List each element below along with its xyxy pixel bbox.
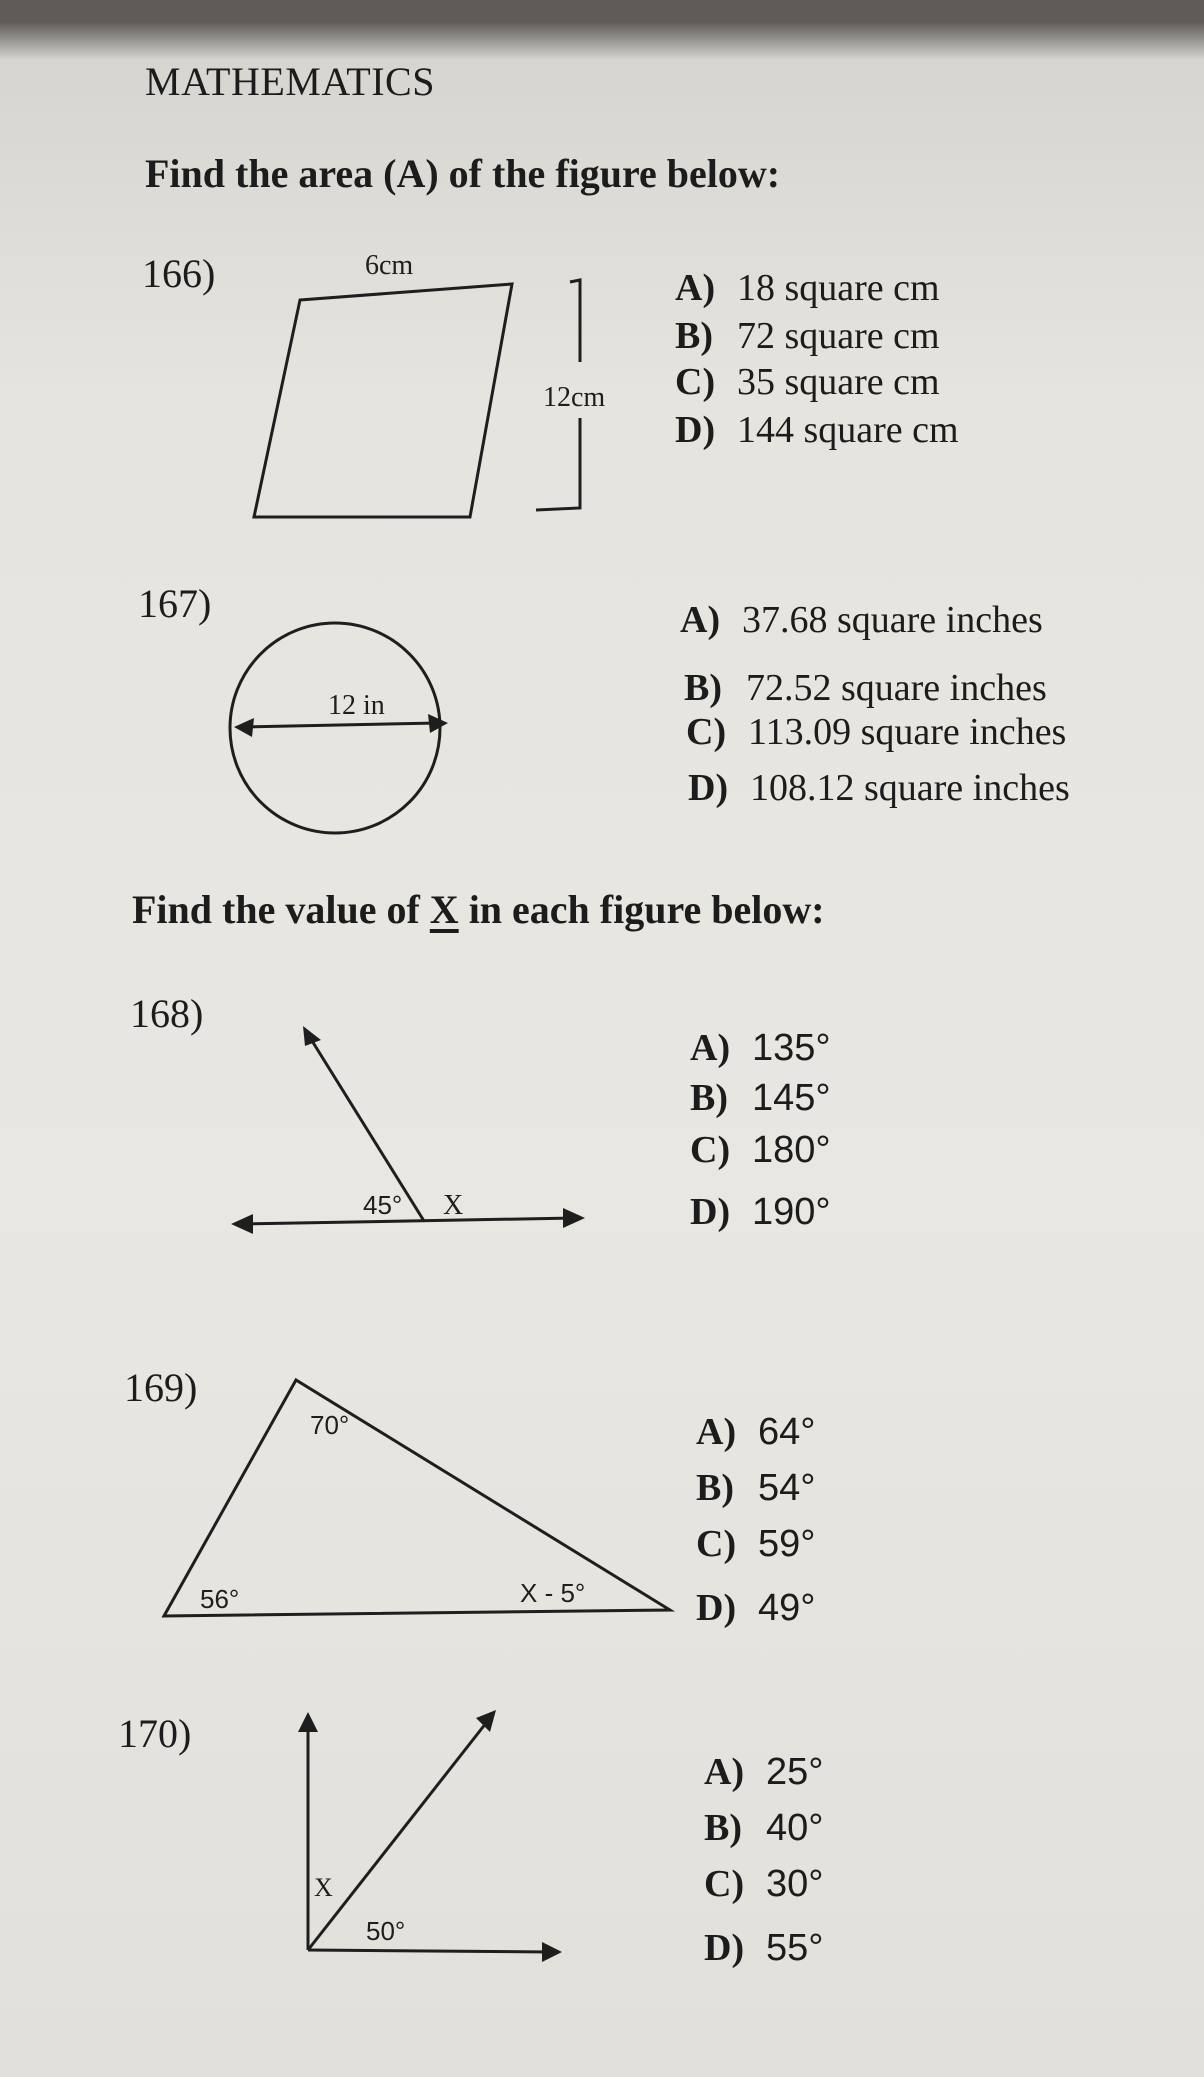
choice-167-c: C) 113.09 square inches — [686, 711, 1067, 753]
baseline-arrowhead-left — [231, 1214, 253, 1234]
baseline-arrowhead-right — [563, 1208, 585, 1228]
choice-170-c: C) 30° — [704, 1863, 824, 1905]
question-number-170: 170) — [118, 1711, 192, 1756]
choice-169-d: D) 49° — [696, 1587, 816, 1629]
choice-169-c: C) 59° — [696, 1523, 816, 1565]
parallelogram-side-label: 12cm — [543, 382, 606, 413]
choice-170-a: A) 25° — [704, 1751, 824, 1793]
triangle-left-angle-label: 56° — [200, 1584, 240, 1614]
height-bracket-bottom — [536, 418, 580, 510]
question-number-169: 169) — [124, 1365, 198, 1410]
known-angle-label: 50° — [366, 1916, 406, 1946]
vertical-ray-arrowhead — [298, 1712, 318, 1732]
triangle-right-angle-label: X - 5° — [520, 1578, 586, 1608]
triangle-top-angle-label: 70° — [310, 1410, 350, 1440]
choice-166-d: D) 144 square cm — [675, 409, 959, 451]
horizontal-ray-arrowhead — [542, 1942, 562, 1962]
choice-168-c: C) 180° — [690, 1129, 831, 1171]
triangle-shape — [164, 1380, 670, 1616]
baseline — [241, 1218, 575, 1224]
parallelogram-top-label: 6cm — [365, 250, 414, 281]
supplementary-angles-figure — [225, 1030, 595, 1250]
question-number-166: 166) — [142, 251, 216, 296]
question-number-168: 168) — [130, 991, 204, 1036]
choice-169-b: B) 54° — [696, 1467, 816, 1509]
choice-167-d: D) 108.12 square inches — [688, 767, 1070, 809]
choice-170-d: D) 55° — [704, 1927, 824, 1969]
unknown-angle-label: X — [443, 1190, 464, 1221]
choice-169-a: A) 64° — [696, 1411, 816, 1453]
choice-166-c: C) 35 square cm — [675, 361, 940, 403]
diagonal-ray-arrowhead — [476, 1710, 496, 1732]
choice-168-d: D) 190° — [690, 1191, 831, 1233]
parallelogram-figure — [240, 240, 640, 530]
angle-ray-arrowhead — [303, 1026, 321, 1046]
complementary-angles-figure — [290, 1700, 580, 1980]
diameter-label: 12 in — [328, 690, 385, 721]
height-bracket-top — [570, 280, 580, 362]
question-number-167: 167) — [138, 581, 212, 626]
choice-168-a: A) 135° — [690, 1027, 831, 1069]
choice-167-a: A) 37.68 square inches — [680, 599, 1043, 641]
choice-166-b: B) 72 square cm — [675, 315, 940, 357]
diameter-arrowhead-left — [234, 718, 254, 737]
unknown-angle-label: X — [314, 1873, 333, 1902]
choice-168-b: B) 145° — [690, 1077, 831, 1119]
known-angle-label: 45° — [363, 1190, 403, 1220]
parallelogram-shape — [254, 284, 512, 517]
subject-title: MATHEMATICS — [145, 59, 435, 104]
choice-167-b: B) 72.52 square inches — [684, 667, 1047, 709]
variable-x: X — [429, 887, 459, 932]
area-section-heading: Find the area (A) of the figure below: — [145, 151, 781, 196]
circle-figure — [230, 620, 480, 840]
find-x-section-heading: Find the value of X in each figure below: — [132, 887, 825, 932]
horizontal-ray — [308, 1950, 550, 1952]
choice-170-b: B) 40° — [704, 1807, 824, 1849]
triangle-figure — [150, 1376, 680, 1626]
choice-166-a: A) 18 square cm — [675, 267, 940, 309]
diameter-line — [244, 723, 438, 727]
